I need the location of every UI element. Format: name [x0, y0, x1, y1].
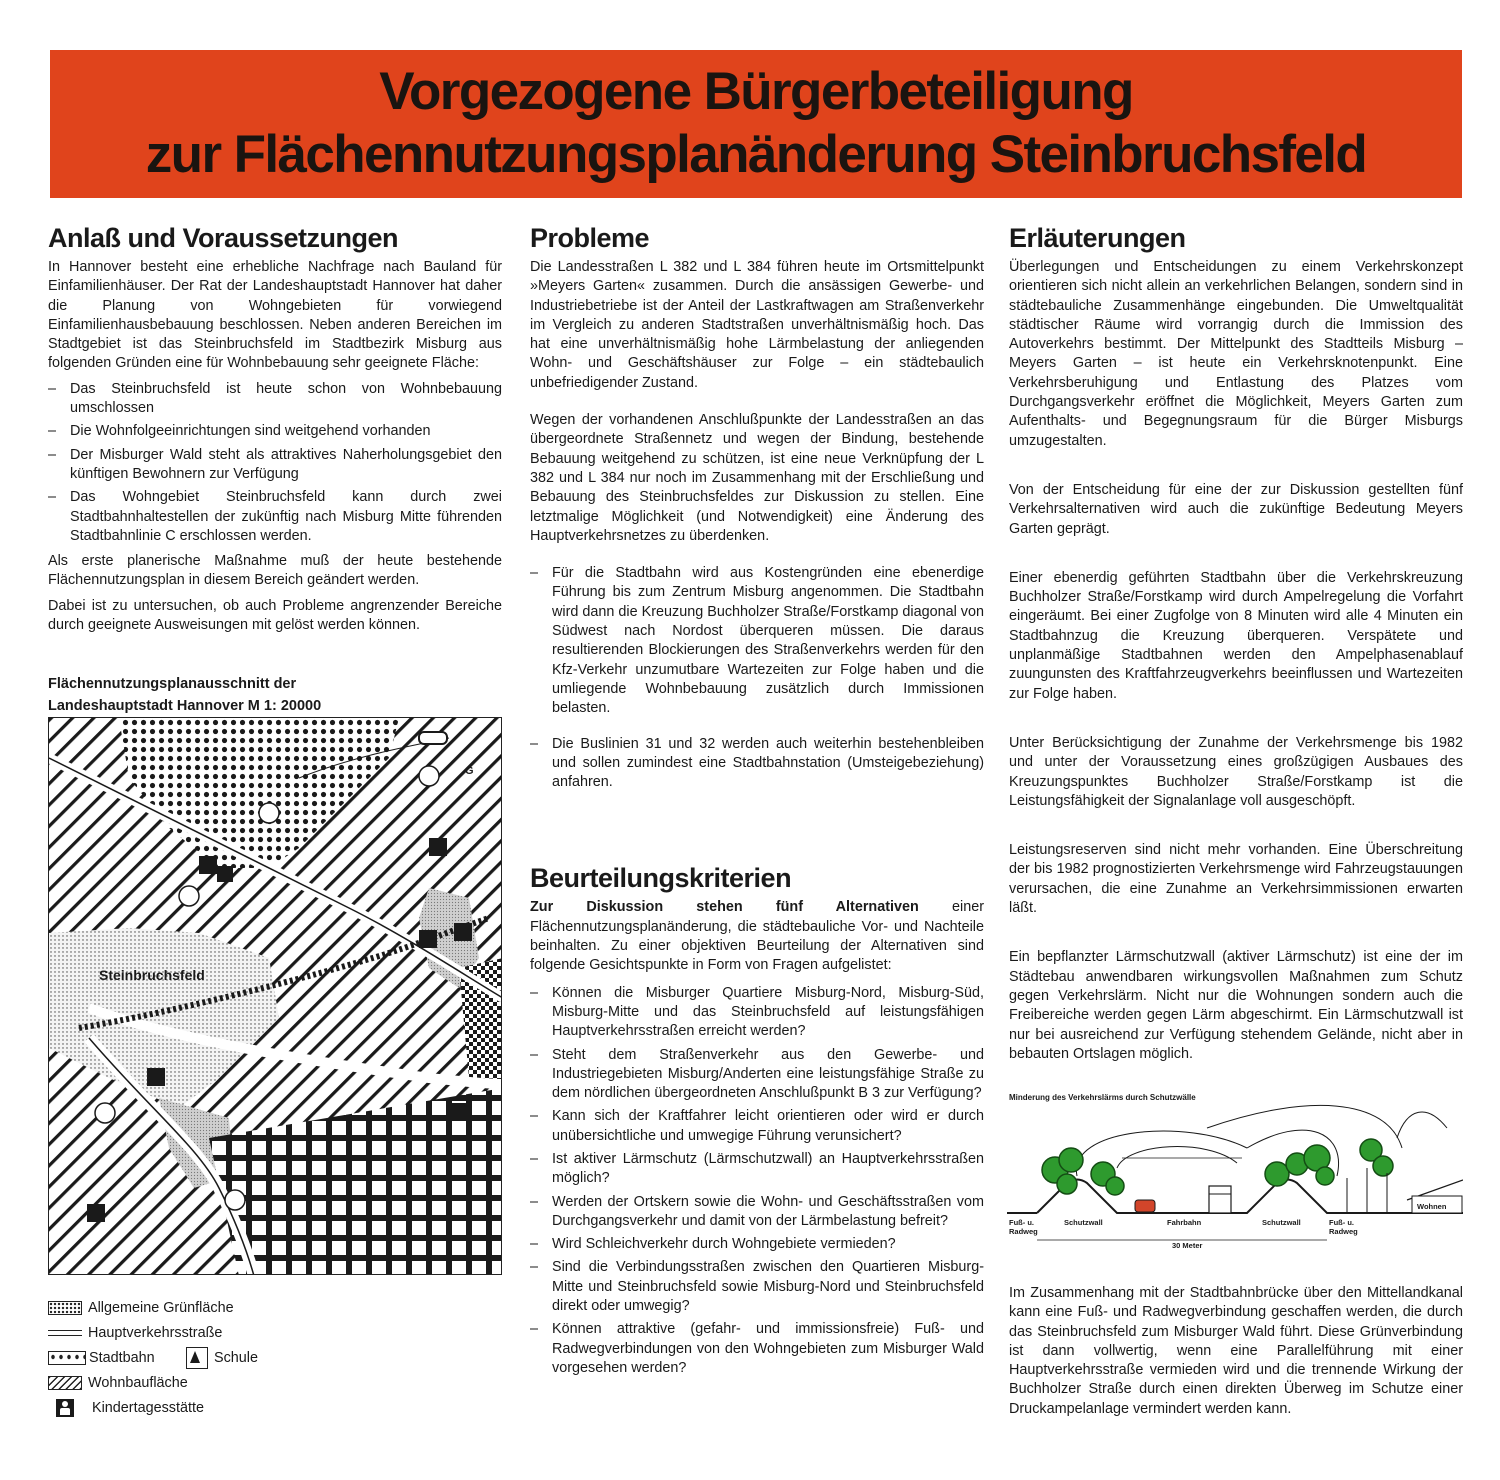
- school-icon: [186, 1347, 208, 1369]
- list-item: – Der Misburger Wald steht als attraktives Naherholungsgebiet den künftigen Bewohnern zur Verfügung: [48, 446, 502, 485]
- rail-line-icon: [48, 1351, 86, 1365]
- tree-icon: [1042, 1148, 1124, 1195]
- list-item: – Kann sich der Kraftfahrer leicht orientieren oder wird er durch unübersichtliche und umwegige Führung verunsichert?: [530, 1107, 984, 1146]
- list-item: – Sind die Verbindungsstraßen zwischen den Quartieren Misburg-Mitte und Steinbruchsfeld sowie Misburg-Nord und Steinbruchsfeld direkt oder umwegig?: [530, 1258, 984, 1316]
- list-item: – Die Buslinien 31 und 32 werden auch weiterhin bestehenbleiben und sollen zumindest eine Stadtbahnstation (Umsteigebeziehung) anfahren.: [530, 735, 984, 793]
- column-erlaeuterungen: [1009, 222, 1463, 1064]
- column-probleme: [530, 222, 984, 1382]
- svg-text:Schutzwall: Schutzwall: [1064, 1218, 1103, 1227]
- road-line-icon: [48, 1330, 82, 1336]
- heading-probleme: Probleme: [530, 223, 650, 253]
- paragraph-grünverbindung: Im Zusammenhang mit der Stadtbahnbrücke über den Mittellandkanal kann eine Fuß- und Radwegverbindung geschaffen werden, die durch das Steinbruchsfeld zum Misburger Wald führt. Diese Grünverbindung ist dann vollwertig, wenn eine Parallelführung mit einer Hauptverkehrsstraße vermieden wird und die trennende Wirkung der Buchholzer Straße durch einen direkten Überweg im Schutze einer Druckampelanlage vermindert werden kann.: [1009, 1285, 1463, 1417]
- car-icon: [1135, 1200, 1155, 1212]
- reasons-list: [48, 380, 502, 546]
- problems-list: [530, 564, 984, 792]
- list-item: – Die Wohnfolgeeinrichtungen sind weitgehend vorhanden: [48, 422, 502, 441]
- svg-text:Fahrbahn: Fahrbahn: [1167, 1218, 1202, 1227]
- svg-text:Schutzwall: Schutzwall: [1262, 1218, 1301, 1227]
- list-item: – Steht dem Straßenverkehr aus den Gewerbe- und Industriegebieten Misburg/Anderten eine leistungsfähige Straße zu dem nördlichen übergeordneten Anschlußpunkt B 3 zur Verfügung?: [530, 1046, 984, 1104]
- title-line-1: Vorgezogene Bürgerbeteiligung: [379, 62, 1133, 121]
- svg-text:G: G: [465, 765, 474, 777]
- paragraph-laermschutzwall: Ein bepflanzter Lärmschutzwall (aktiver Lärmschutz) ist eine der im Städtebau anwendbaren wirkungsvollen Maßnahmen zum Schutz gegen Verkehrslärm. Nicht nur die Wohnungen sondern auch die Freibereiche werden gegen Lärm abgeschirmt. Ein Lärmschutzwall ist nur bei ausreichend zur Verfügung stehendem Gelände, nicht aber in bebauten Ortslagen möglich.: [1009, 949, 1463, 1062]
- list-item: – Ist aktiver Lärmschutz (Lärmschutzwall) an Hauptverkehrsstraßen möglich?: [530, 1150, 984, 1189]
- paragraph-anschluss: Wegen der vorhandenen Anschlußpunkte der Landesstraßen an das übergeordnete Straßennetz und wegen der Bindung, bestehende Bebauung weitgehend zu schützen, ist eine neue Verknüpfung der L 382 und L 384 nur noch im Zusammenhang mit der Erschließung und Bebauung des Steinbruchsfeldes zur Diskussion zu stellen. Eine letztmalige Möglichkeit (und Notwendigkeit) eine Änderung des Hauptverkehrsnetzes zu überdenken.: [530, 412, 984, 544]
- kindergarten-icon: [56, 1399, 74, 1417]
- noise-wall-diagram: [1007, 1088, 1463, 1258]
- paragraph-intro: In Hannover besteht eine erhebliche Nachfrage nach Bauland für Einfamilienhäuser. Der Rat der Landeshauptstadt Hannover hat daher die Planung von Wohngebieten für vorwiegend Einfamilienhausbebauung beschlossen. Neben anderen Bereichen im Stadtgebiet ist das Steinbruchsfeld im Stadtbezirk Misburg aus folgenden Gründen eine für Wohnbebauung sehr geeignete Fläche:: [48, 259, 502, 372]
- heading-beurteilungskriterien: Beurteilungskriterien: [530, 863, 792, 894]
- dotted-area-icon: [48, 1301, 82, 1315]
- paragraph-verkehrskonzept: Überlegungen und Entscheidungen zu einem Verkehrskonzept orientieren sich nicht allein an verkehrlichen Belangen, sondern sind in städtebauliche Zusammenhänge eingebunden. Die Umweltqualität städtischer Räume wird vorrangig durch die Immission des Autoverkehrs bestimmt. Der Mittelpunkt des Stadtteils Misburg – Meyers Garten – ist heute ein Verkehrsknotenpunkt. Eine Verkehrsberuhigung und Entlastung des Platzes vom Durchgangsverkehr eröffnet die Möglichkeit, Meyers Garten zum Aufenthalts- und Begegnungsraum für die Bürger Misburgs umzugestalten.: [1009, 259, 1463, 449]
- paragraph-leistungsreserven: Leistungsreserven sind nicht mehr vorhanden. Eine Überschreitung der bis 1982 prognostizierten Verkehrsmenge wird Fahrzeugstauungen verursachen, die eine Zunahme an Verkehrsimmissionen erwarten läßt.: [1009, 842, 1463, 917]
- title-line-2: zur Flächennutzungsplanänderung Steinbruchsfeld: [145, 125, 1367, 184]
- figure-title: Minderung des Verkehrslärms durch Schutzwälle: [1009, 1093, 1196, 1102]
- heading-anlass: Anlaß und Voraussetzungen: [48, 223, 399, 253]
- legend-rail: Stadtbahn: [48, 1348, 155, 1368]
- paragraph-examine: Dabei ist zu untersuchen, ob auch Probleme angrenzender Bereiche durch geeignete Ausweisungen mit gelöst werden können.: [48, 597, 502, 634]
- paragraph-landesstrassen: Die Landesstraßen L 382 und L 384 führen heute im Ortsmittelpunkt »Meyers Garten« zusammen. Durch die ansässigen Gewerbe- und Industriebetriebe ist der Anteil der Lastkraftwagen am Straßenverkehr im Vergleich zu anderen Stadtstraßen unverhältnismäßig hoch. Das hat eine unverhältnismäßig hohe Lärmbelastung der anliegenden Wohn- und Geschäftshäuser zur Folge – ein städtebaulich unbefriedigender Zustand.: [530, 259, 984, 391]
- list-item: – Für die Stadtbahn wird aus Kostengründen eine ebenerdige Führung bis zum Zentrum Misburg angenommen. Die Stadtbahn wird dann die Kreuzung Buchholzer Straße/Forstkamp diagonal von Südwest nach Nordost überqueren müssen. Die daraus resultierenden Blockierungen des Straßenverkehrs werden für den Kfz-Verkehr unzumutbare Wartezeiten zur Folge haben und die umliegende Wohnbebauung zusätzlich durch Immissionen belasten.: [530, 564, 984, 718]
- svg-text:Radweg: Radweg: [1009, 1227, 1038, 1236]
- map-label-steinbruchsfeld: Steinbruchsfeld: [99, 967, 205, 983]
- svg-text:30 Meter: 30 Meter: [1172, 1241, 1203, 1250]
- list-item: – Das Steinbruchsfeld ist heute schon von Wohnbebauung umschlossen: [48, 380, 502, 419]
- paragraph-meyers-garten: Von der Entscheidung für eine der zur Diskussion gestellten fünf Verkehrsalternativen wird auch die zukünftige Bedeutung Meyers Garten geprägt.: [1009, 481, 1463, 537]
- column-erlaeuterungen-bottom: [1009, 1284, 1463, 1419]
- map-caption: Flächennutzungsplanausschnitt der Landeshauptstadt Hannover M 1: 20000: [48, 676, 322, 715]
- noise-wall-figure: [1007, 1088, 1463, 1258]
- svg-text:Radweg: Radweg: [1329, 1227, 1358, 1236]
- paragraph-verkehrsmenge: Unter Berücksichtigung der Zunahme der Verkehrsmenge bis 1982 und unter der Voraussetzung eines großzügigen Ausbaues des Kreuzungspunktes Buchholzer Straße/Forstkamp ist die Leistungsfähigkeit der Signalanlage voll ausgeschöpft.: [1009, 734, 1463, 809]
- paragraph-alternativen: Zur Diskussion stehen fünf Alternativen einer Flächennutzungsplanänderung, die städtebauliche Vor- und Nachteile beinhalten. Zu einer objektiven Beurteilung der Alternativen sind folgende Gesichtspunkte in Form von Fragen aufgelistet:: [530, 899, 984, 974]
- page-title: [50, 60, 1462, 186]
- questions-list: [530, 984, 984, 1379]
- map-graphic: [49, 718, 502, 1275]
- hatched-area-icon: [48, 1376, 82, 1390]
- land-use-map: [48, 717, 502, 1275]
- heading-erlaeuterungen: Erläuterungen: [1009, 223, 1186, 253]
- legend-residential: Wohnbaufläche: [48, 1373, 188, 1393]
- legend-road: Hauptverkehrsstraße: [48, 1323, 222, 1343]
- list-item: – Das Wohngebiet Steinbruchsfeld kann durch zwei Stadtbahnhaltestellen der zukünftig nach Misburg Mitte führenden Stadtbahnlinie C erschlossen werden.: [48, 488, 502, 546]
- legend-green: Allgemeine Grünfläche: [48, 1298, 234, 1318]
- svg-text:Fuß- u.: Fuß- u.: [1329, 1218, 1354, 1227]
- list-item: – Können attraktive (gefahr- und immissionsfreie) Fuß- und Radwegverbindungen von den Wohngebieten zum Misburger Wald vorgesehen werden?: [530, 1320, 984, 1378]
- legend-kita: Kindertagesstätte: [56, 1398, 204, 1418]
- truck-icon: [1209, 1186, 1231, 1213]
- column-anlass: [48, 222, 502, 717]
- legend-school: Schule: [186, 1348, 258, 1368]
- list-item: – Werden der Ortskern sowie die Wohn- und Geschäftsstraßen vom Durchgangsverkehr und damit von der Lärmbelastung befreit?: [530, 1193, 984, 1232]
- tree-icon: [1265, 1139, 1393, 1186]
- list-item: – Können die Misburger Quartiere Misburg-Nord, Misburg-Süd, Misburg-Mitte und das Steinbruchsfeld auf leistungsfähigen Hauptverkehrsstraßen erreicht werden?: [530, 984, 984, 1042]
- svg-text:Wohnen: Wohnen: [1417, 1202, 1447, 1211]
- title-banner: [50, 50, 1462, 198]
- paragraph-stadtbahn: Einer ebenerdig geführten Stadtbahn über die Verkehrskreuzung Buchholzer Straße/Forstkamp wird durch Ampelregelung die Vorfahrt eingeräumt. Bei einer Zugfolge von 8 Minuten wird alle 4 Minuten ein Stadtbahnzug die Kreuzung überqueren. Verspätete und unplanmäßige Stadtbahnen werden den Ampelphasenablauf zuungunsten des Kraftfahrzeugverkehrs beeinflussen und Wartezeiten zur Folge haben.: [1009, 569, 1463, 702]
- list-item: – Wird Schleichverkehr durch Wohngebiete vermieden?: [530, 1235, 984, 1254]
- paragraph-measure: Als erste planerische Maßnahme muß der heute bestehende Flächennutzungsplan in diesem Bereich geändert werden.: [48, 553, 502, 589]
- svg-text:Fuß- u.: Fuß- u.: [1009, 1218, 1034, 1227]
